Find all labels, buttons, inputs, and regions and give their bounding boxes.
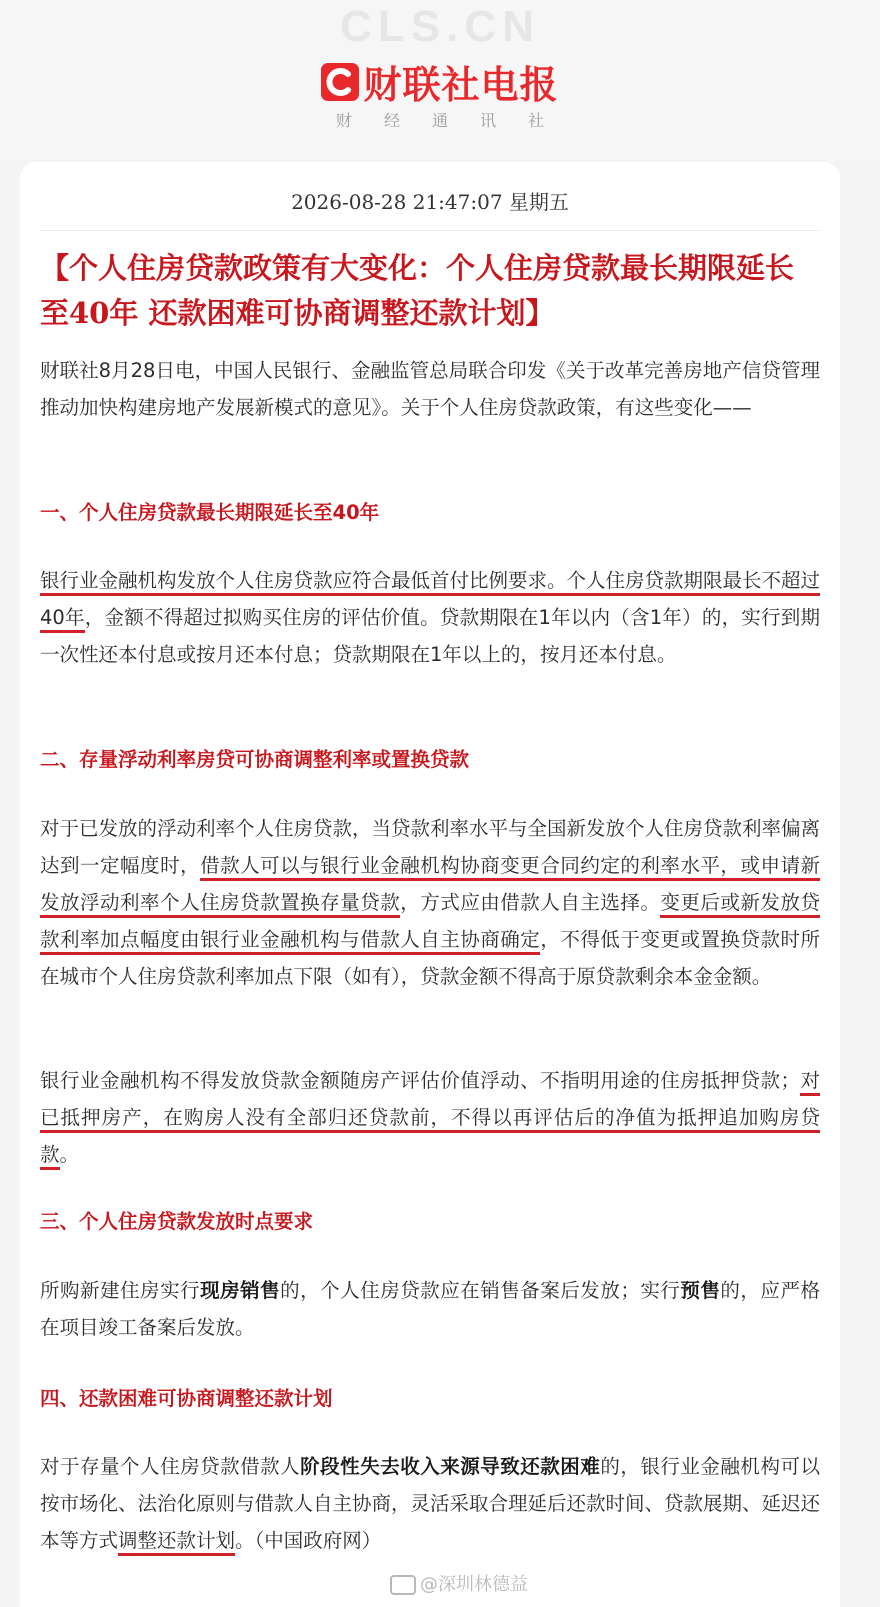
brand-logo-icon	[321, 63, 359, 101]
article-datetime: 2026-08-28 21:47:07 星期五	[291, 190, 569, 214]
brand	[0, 54, 880, 109]
divider	[40, 230, 820, 231]
intro-paragraph: 财联社8月28日电，中国人民银行、金融监管总局联合印发《关于改革完善房地产信贷管理 推动加快构建房地产发展新模式的意见》。关于个人住房贷款政策，有这些变化——	[40, 359, 820, 419]
brand-name: 财联社电报	[363, 63, 559, 107]
camera-icon	[390, 1575, 416, 1595]
highlight-underline: 银行业金融机构发放个人住房贷款应符合最低首付比例要求。个人住房贷款期限最长不超过40年	[40, 569, 820, 633]
article-title: 【个人住房贷款政策有大变化：个人住房贷款最长期限延长至40年 还款困难可协商调整还款计划】	[40, 251, 795, 330]
highlight-underline: 借款人可以与银行业金融机构协商变更合同约定的利率水平，或申请新发放浮动利率个人住房贷款置换存量贷款	[40, 854, 820, 918]
section-3-paragraph: 所购新建住房实行现房销售的，个人住房贷款应在销售备案后发放；实行预售的，应严格在项目竣工备案后发放。	[40, 1279, 820, 1339]
source-watermark: @深圳林德益	[390, 1570, 528, 1596]
brand-subtitle: 财经通讯社	[335, 111, 576, 130]
masthead	[0, 0, 880, 160]
section-2-paragraph-2: 银行业金融机构不得发放贷款金额随房产评估价值浮动、不指明用途的住房抵押贷款；对已抵押房产，在购房人没有全部归还贷款前，不得以再评估后的净值为抵押追加购房贷款。	[40, 1062, 820, 1173]
section-4-paragraph: 对于存量个人住房贷款借款人阶段性失去收入来源导致还款困难的，银行业金融机构可以按市场化、法治化原则与借款人自主协商，灵活采取合理延后还款时间、贷款展期、延迟还本等方式调整还款计划。（中国政府网）	[40, 1448, 820, 1559]
section-3-heading: 三、个人住房贷款发放时点要求	[40, 1210, 314, 1233]
section-1-heading: 一、个人住房贷款最长期限延长至40年	[40, 501, 380, 524]
section-2-heading: 二、存量浮动利率房贷可协商调整利率或置换贷款	[40, 748, 470, 771]
site-watermark: CLS.CN	[340, 2, 540, 51]
highlight-underline: 变更后或新发放贷款利率加点幅度由银行业金融机构与借款人自主协商确定	[40, 891, 820, 955]
section-4-heading: 四、还款困难可协商调整还款计划	[40, 1387, 333, 1410]
section-1-paragraph: 银行业金融机构发放个人住房贷款应符合最低首付比例要求。个人住房贷款期限最长不超过40年，金额不得超过拟购买住房的评估价值。贷款期限在1年以内（含1年）的，实行到期一次性还本付息或按月还本付息；贷款期限在1年以上的，按月还本付息。	[40, 569, 821, 666]
highlight-underline: 对已抵押房产，在购房人没有全部归还贷款前，不得以再评估后的净值为抵押追加购房贷款	[40, 1069, 820, 1170]
section-2-paragraph-1: 对于已发放的浮动利率个人住房贷款，当贷款利率水平与全国新发放个人住房贷款利率偏离达到一定幅度时，借款人可以与银行业金融机构协商变更合同约定的利率水平，或申请新发放浮动利率个人住房贷款置换存量贷款，方式应由借款人自主选择。变更后或新发放贷款利率加点幅度由银行业金融机构与借款人自主协商确定，不得低于变更或置换贷款时所在城市个人住房贷款利率加点下限（如有），贷款金额不得高于原贷款剩余本金金额。	[40, 817, 821, 988]
highlight-underline: 调整还款计划	[118, 1529, 235, 1556]
